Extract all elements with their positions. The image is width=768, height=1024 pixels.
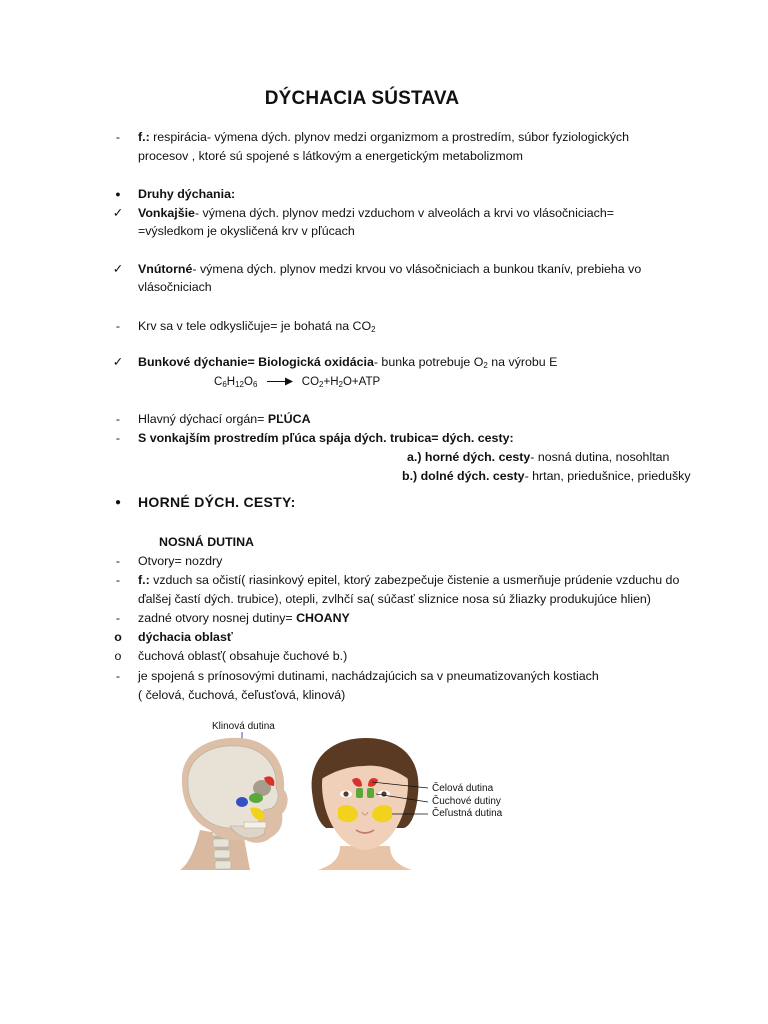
cuchova-oblast-line: čuchová oblasť( obsahuje čuchové b.) (138, 649, 348, 663)
skull-sinus-illustration (160, 730, 300, 870)
dash-marker: - (115, 669, 121, 683)
reaction-arrow-icon (267, 377, 293, 386)
celustna-dutina-label: Čeľustná dutina (432, 808, 503, 819)
vonkajsie-line-2: =výsledkom je okysličená krv v pľúcach (138, 224, 355, 238)
hlavny-line: Hlavný dýchací orgán= PĽÚCA (138, 412, 311, 426)
check-marker: ✓ (112, 206, 124, 220)
fvzduch-line-1: f.: vzduch sa očistí( riasinkový epitel, ktorý zabezpečuje čistenie a usmerňuje prúdenie vzduchu do (138, 573, 680, 587)
vnutorne-line-2: vlásočniciach (138, 280, 212, 294)
otvory-line: Otvory= nozdry (138, 554, 223, 568)
dash-marker: - (115, 130, 121, 144)
celova-dutina-label: Čelová dutina (432, 783, 494, 794)
page-title: DÝCHACIA SÚSTAVA (264, 88, 460, 109)
klinova-dutina-label: Klinová dutina (212, 721, 275, 732)
bullet-marker: ● (115, 189, 121, 199)
dash-marker: - (115, 611, 121, 625)
cuchove-dutiny-label: Čuchové dutiny (432, 796, 501, 807)
horne-cesty-line: a.) horné dých. cesty- nosná dutina, nosohltan (407, 450, 670, 464)
krv-line: Krv sa v tele odkysličuje= je bohatá na $CO_2$ (138, 319, 376, 334)
circle-marker: o (114, 649, 122, 663)
horne-cesty-heading: HORNÉ DÝCH. CESTY: (138, 494, 296, 510)
dash-marker: - (115, 573, 121, 587)
bullet-marker: ● (114, 497, 122, 508)
druhy-heading: Druhy dýchania: (138, 187, 236, 201)
vnutorne-line-1: Vnútorné- výmena dých. plynov medzi krvou vo vlásočniciach a bunkou tkanív, prebieha vo (138, 262, 642, 276)
bunkove-line: Bunkové dýchanie= Biologická oxidácia- bunka potrebuje $O_2$ na výrobu E (138, 355, 558, 370)
dash-marker: - (115, 412, 121, 426)
vonkajsim-line: S vonkajším prostredím pľúca spája dých. trubica= dých. cesty: (138, 431, 514, 445)
circle-marker: o (114, 630, 122, 644)
dash-marker: - (115, 554, 121, 568)
nosna-dutina-heading: NOSNÁ DUTINA (159, 535, 254, 549)
check-marker: ✓ (112, 355, 124, 369)
dash-marker: - (115, 431, 121, 445)
face-sinus-illustration (300, 736, 430, 870)
fvzduch-line-2: ďalšej častí dých. trubice), otepli, zvlhčí sa( súčasť sliznice nosa sú žliazky produkujúce hlien) (138, 592, 651, 606)
check-marker: ✓ (112, 262, 124, 276)
intro-line-2: procesov , ktoré sú spojené s látkovým a energetickým metabolizmom (138, 149, 523, 163)
intro-line-1: f.: respirácia- výmena dých. plynov medzi organizmom a prostredím, súbor fyziologických (138, 130, 629, 144)
spojena-line-2: ( čelová, čuchová, čeľusťová, klinová) (138, 688, 346, 702)
dychacia-oblast-line: dýchacia oblasť (138, 630, 233, 644)
spojena-line-1: je spojená s prínosovými dutinami, nachádzajúcich sa v pneumatizovaných kostiach (138, 669, 599, 683)
equation: $C_6H_{12}O_6$ $CO_2+H_2O+ATP$ (214, 376, 381, 389)
dolne-cesty-line: b.) dolné dých. cesty- hrtan, priedušnice, priedušky (402, 469, 691, 483)
dash-marker: - (115, 319, 121, 333)
vonkajsie-line-1: Vonkajšie- výmena dých. plynov medzi vzduchom v alveolách a krvi vo vlásočniciach= (138, 206, 614, 220)
zadne-line: zadné otvory nosnej dutiny= CHOANY (138, 611, 350, 625)
